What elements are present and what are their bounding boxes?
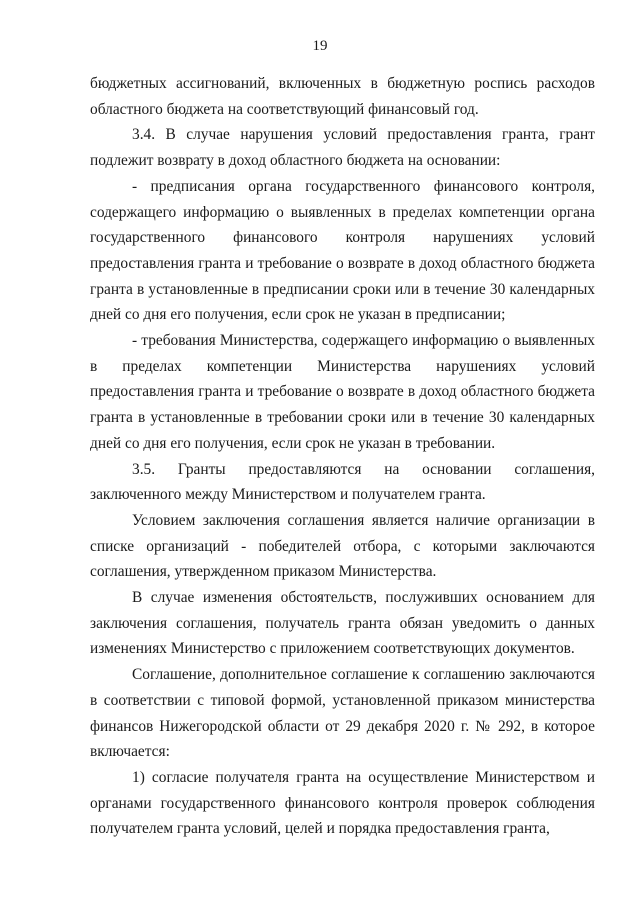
paragraph-3-5: 3.5. Гранты предоставляются на основании соглашения, заключенного между Министерством и получателем гранта. <box>90 460 595 504</box>
paragraph-continuation: бюджетных ассигнований, включенных в бюджетную роспись расходов областного бюджета на соответствующий финансовый год. <box>90 75 595 118</box>
paragraph-3-4: 3.4. В случае нарушения условий предоставления гранта, грант подлежит возврату в доход областного бюджета на основании: <box>90 126 595 170</box>
paragraph-agreement-form: Соглашение, дополнительное соглашение к соглашению заключаются в соответствии с типовой формой, установленной приказом министерства финансов Нижегородской области от 29 декабря 2020 г. № 292, в которое включается: <box>90 666 595 761</box>
document-body <box>90 71 595 842</box>
paragraph-requirement-item: - требования Министерства, содержащего информацию о выявленных в пределах компетенции Министерства нарушениях условий предоставления гранта и требование о возврате в доход областного бюджета гранта в установленные в требовании сроки или в течение 30 календарных дней со дня его получения, если срок не указан в требовании. <box>90 332 595 452</box>
page-number: 19 <box>312 38 328 54</box>
paragraph-item-1: 1) согласие получателя гранта на осуществление Министерством и органами государственного финансового контроля проверок соблюдения получателем гранта условий, целей и порядка предоставления гранта, <box>90 768 595 838</box>
paragraph-change-notification: В случае изменения обстоятельств, послуживших основанием для заключения соглашения, получатель гранта обязан уведомить о данных изменениях Министерство с приложением соответствующих документов. <box>90 589 595 658</box>
paragraph-agreement-condition: Условием заключения соглашения является наличие организации в списке организаций - победителей отбора, с которыми заключаются соглашения, утвержденном приказом Министерства. <box>90 511 595 581</box>
paragraph-prescription-item: - предписания органа государственного финансового контроля, содержащего информацию о выявленных в пределах компетенции органа государственного финансового контроля нарушениях условий предоставления гранта и требование о возврате в доход областного бюджета гранта в установленные в предписании сроки или в течение 30 календарных дней со дня его получения, если срок не указан в предписании; <box>90 177 595 324</box>
